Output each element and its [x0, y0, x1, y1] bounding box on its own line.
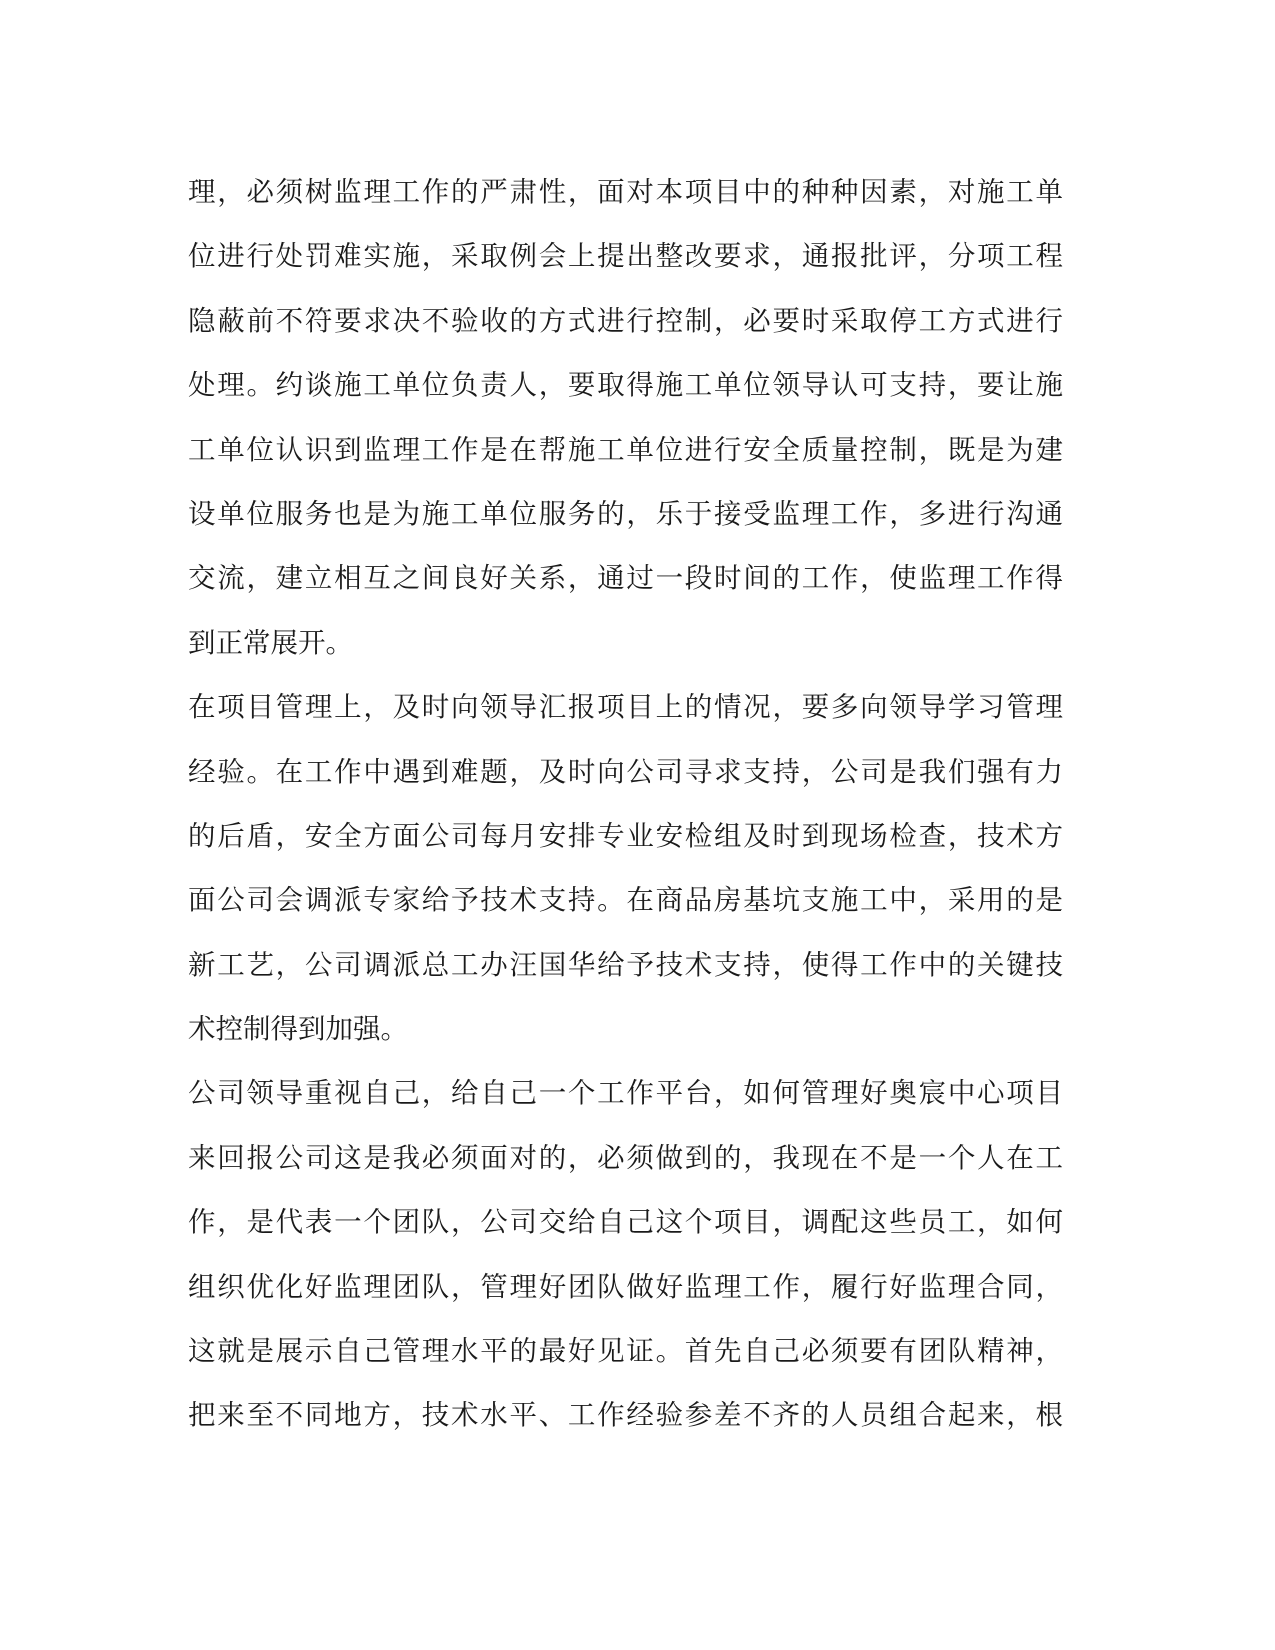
paragraph-1	[188, 160, 1063, 675]
text-line: 术控制得到加强。	[188, 1013, 408, 1046]
text-line: 位进行处罚难实施，采取例会上提出整改要求，通报批评，分项工程	[188, 240, 1063, 273]
text-line: 设单位服务也是为施工单位服务的，乐于接受监理工作，多进行沟通	[188, 497, 1063, 530]
text-line: 经验。在工作中遇到难题，及时向公司寻求支持，公司是我们强有力	[188, 755, 1063, 788]
document-body	[188, 160, 1063, 1448]
paragraph-3	[188, 1061, 1063, 1447]
text-line: 公司领导重视自己，给自己一个工作平台，如何管理好奥宸中心项目	[188, 1077, 1063, 1110]
text-line: 来回报公司这是我必须面对的，必须做到的，我现在不是一个人在工	[188, 1141, 1063, 1174]
text-line: 这就是展示自己管理水平的最好见证。首先自己必须要有团队精神，	[188, 1335, 1063, 1368]
text-line: 处理。约谈施工单位负责人，要取得施工单位领导认可支持，要让施	[188, 369, 1063, 402]
text-line: 隐蔽前不符要求决不验收的方式进行控制，必要时采取停工方式进行	[188, 304, 1063, 337]
text-line: 新工艺，公司调派总工办汪国华给予技术支持，使得工作中的关键技	[188, 948, 1063, 981]
paragraph-2	[188, 675, 1063, 1061]
text-line: 面公司会调派专家给予技术支持。在商品房基坑支施工中，采用的是	[188, 884, 1063, 917]
text-line: 工单位认识到监理工作是在帮施工单位进行安全质量控制，既是为建	[188, 433, 1063, 466]
text-line: 把来至不同地方，技术水平、工作经验参差不齐的人员组合起来，根	[188, 1399, 1063, 1432]
text-line: 理，必须树监理工作的严肃性，面对本项目中的种种因素，对施工单	[188, 176, 1063, 208]
text-line: 作，是代表一个团队，公司交给自己这个项目，调配这些员工，如何	[188, 1206, 1063, 1239]
text-line: 在项目管理上，及时向领导汇报项目上的情况，要多向领导学习管理	[188, 691, 1063, 724]
text-line: 到正常展开。	[188, 626, 353, 659]
text-line: 交流，建立相互之间良好关系，通过一段时间的工作，使监理工作得	[188, 562, 1063, 595]
text-line: 组织优化好监理团队，管理好团队做好监理工作，履行好监理合同，	[188, 1270, 1063, 1303]
text-line: 的后盾，安全方面公司每月安排专业安检组及时到现场检查，技术方	[188, 819, 1063, 852]
